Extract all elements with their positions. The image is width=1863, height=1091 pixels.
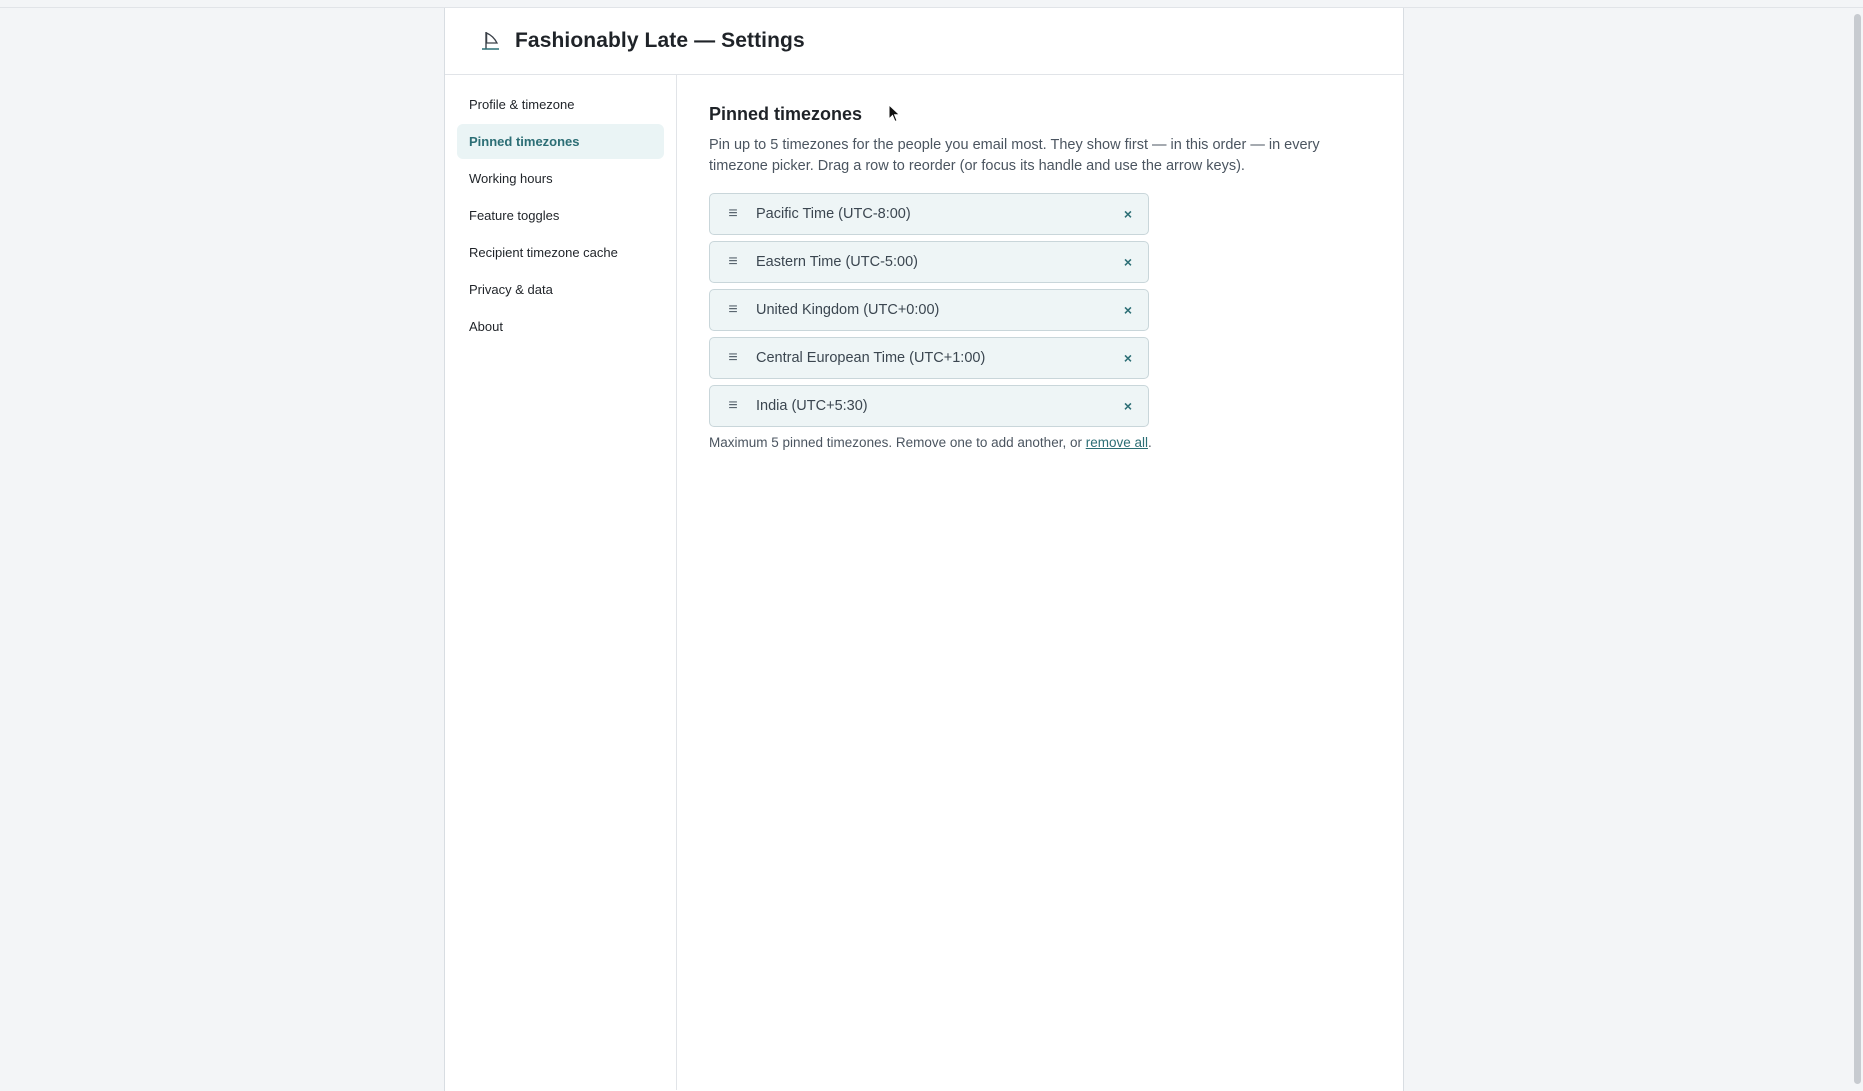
- sidebar-item-pinned-timezones[interactable]: Pinned timezones: [457, 124, 664, 159]
- drag-handle-icon[interactable]: ≡: [728, 301, 738, 318]
- timezone-label: United Kingdom (UTC+0:00): [756, 302, 940, 318]
- settings-window: [444, 8, 1404, 1091]
- section-description: Pin up to 5 timezones for the people you email most. They show first — in this order — in every timezone picker. Drag a row to reorder (or focus its handle and use the arrow keys).: [709, 137, 1320, 174]
- section-title: Pinned timezones: [709, 104, 863, 124]
- drag-handle-icon[interactable]: ≡: [728, 397, 738, 414]
- remove-timezone-button[interactable]: ×: [1123, 206, 1133, 222]
- timezone-label: Pacific Time (UTC-8:00): [756, 206, 911, 222]
- pin-limit-note: [709, 435, 1371, 450]
- scrollbar-thumb[interactable]: [1854, 14, 1861, 1084]
- drag-handle-icon[interactable]: ≡: [728, 349, 738, 366]
- pin-limit-end: .: [1148, 435, 1152, 450]
- sidebar-item-working-hours[interactable]: Working hours: [469, 171, 553, 186]
- pinned-timezone-row[interactable]: [709, 289, 1149, 331]
- app-title: Fashionably Late — Settings: [515, 29, 805, 52]
- pinned-timezone-row[interactable]: [709, 241, 1149, 283]
- sailboat-icon: [479, 29, 503, 53]
- remove-timezone-button[interactable]: ×: [1123, 398, 1133, 414]
- top-edge: [0, 0, 1863, 8]
- drag-handle-icon[interactable]: ≡: [728, 253, 738, 270]
- mouse-pointer-icon: [888, 104, 902, 124]
- sidebar-item-privacy-data[interactable]: Privacy & data: [469, 282, 553, 297]
- sidebar-item-profile-timezone[interactable]: Profile & timezone: [469, 97, 575, 112]
- pinned-timezone-row[interactable]: [709, 337, 1149, 379]
- page-scrollbar[interactable]: [1852, 8, 1863, 1091]
- timezone-label: India (UTC+5:30): [756, 398, 868, 414]
- sidebar-item-about[interactable]: About: [469, 319, 503, 334]
- timezone-label: Eastern Time (UTC-5:00): [756, 254, 918, 270]
- timezone-label: Central European Time (UTC+1:00): [756, 350, 986, 366]
- pin-limit-text: Maximum 5 pinned timezones. Remove one to add another, or: [709, 435, 1086, 450]
- pinned-timezone-row[interactable]: [709, 193, 1149, 235]
- main-panel: [677, 75, 1403, 1090]
- remove-timezone-button[interactable]: ×: [1123, 302, 1133, 318]
- remove-timezone-button[interactable]: ×: [1123, 254, 1133, 270]
- remove-all-link[interactable]: remove all: [1085, 435, 1148, 450]
- drag-handle-icon[interactable]: ≡: [728, 205, 738, 222]
- pinned-timezone-list: [709, 193, 1149, 427]
- pinned-timezone-row[interactable]: [709, 385, 1149, 427]
- settings-sidebar: [445, 75, 677, 1090]
- sidebar-item-recipient-timezone-cache[interactable]: Recipient timezone cache: [469, 245, 618, 260]
- sidebar-item-feature-toggles[interactable]: Feature toggles: [469, 208, 560, 223]
- app-header: [445, 8, 1403, 75]
- remove-timezone-button[interactable]: ×: [1123, 350, 1133, 366]
